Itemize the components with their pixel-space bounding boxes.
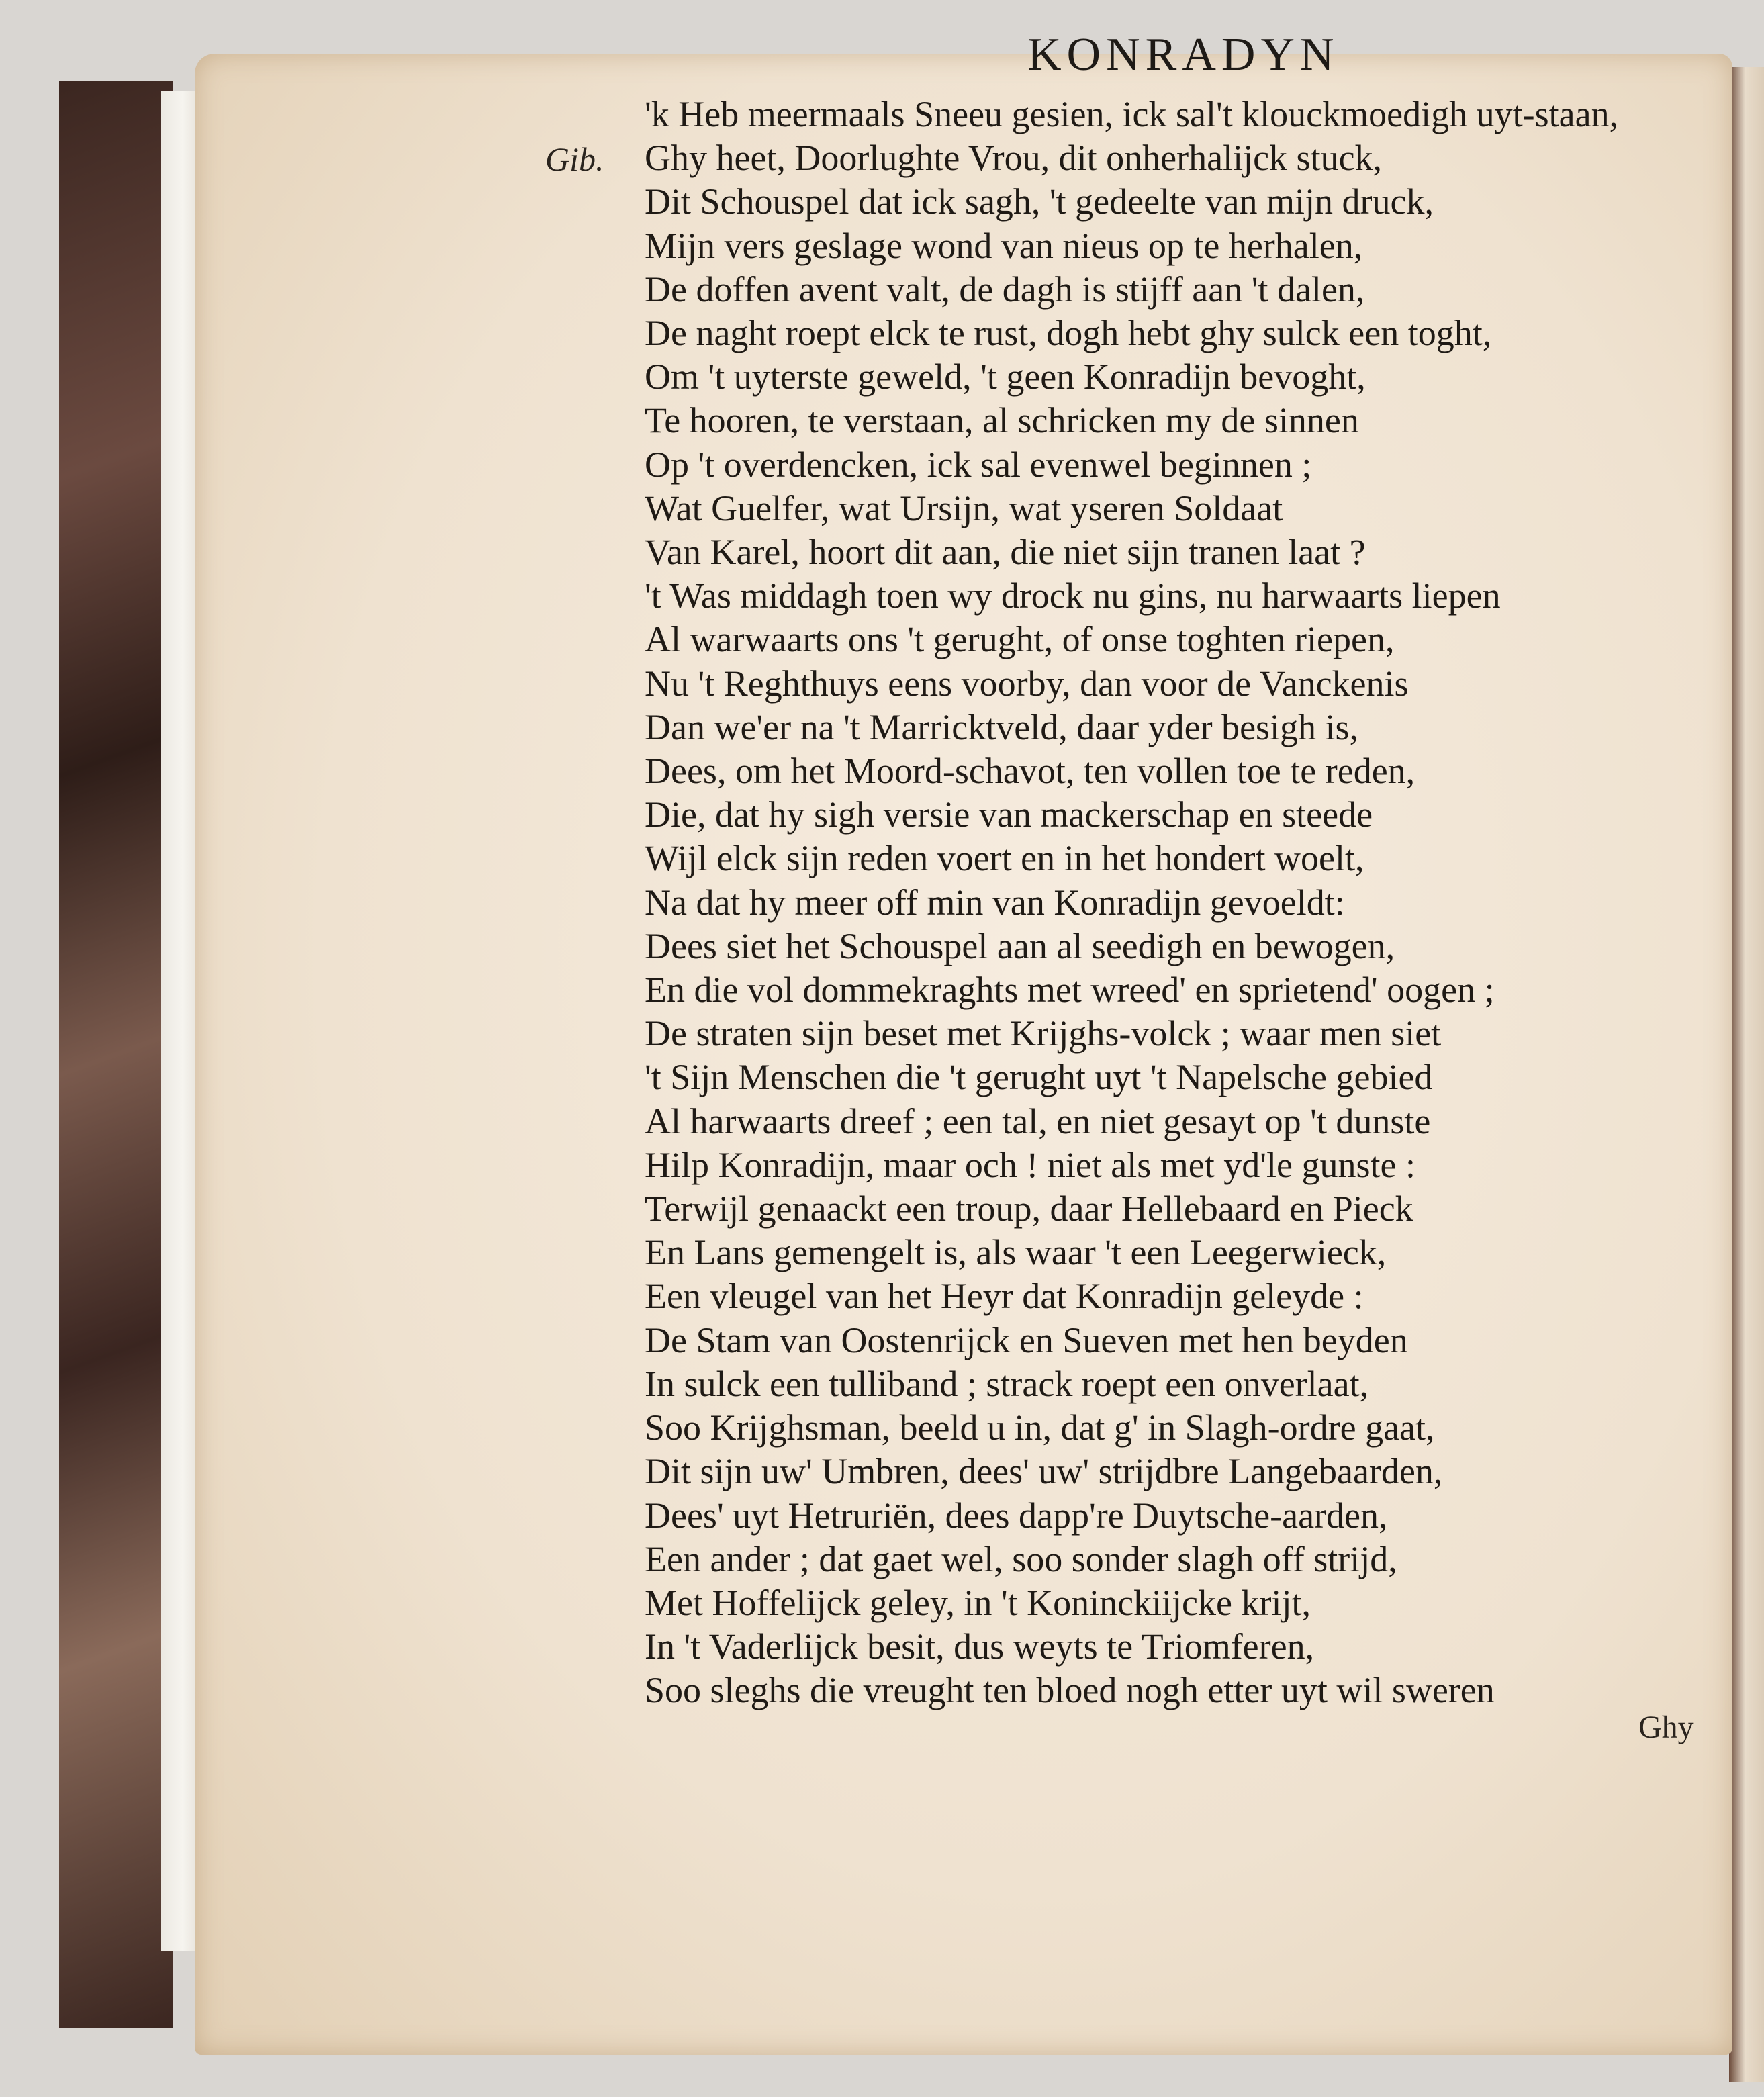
verse-line: 't Sijn Menschen die 't gerught uyt 't Napelsche gebied xyxy=(645,1057,1433,1098)
verse-line: In sulck een tulliband ; strack roept een onverlaat, xyxy=(645,1363,1369,1404)
verse-line: Wat Guelfer, wat Ursijn, wat yseren Soldaat xyxy=(645,487,1283,528)
verse-line: En Lans gemengelt is, als waar 't een Leegerwieck, xyxy=(645,1232,1387,1273)
verse-line: Die, dat hy sigh versie van mackerschap en steede xyxy=(645,794,1373,835)
verse-text xyxy=(645,93,1618,1713)
verse-line: Mijn vers geslage wond van nieus op te herhalen, xyxy=(645,225,1363,266)
verse-line: Met Hoffelijck geley, in 't Koninckiijcke krijt, xyxy=(645,1582,1311,1623)
verse-line: Ghy heet, Doorlughte Vrou, dit onherhalijck stuck, xyxy=(645,138,1383,179)
verse-line: Terwijl genaackt een troup, daar Hellebaard en Pieck xyxy=(645,1189,1413,1229)
verse-line: Na dat hy meer off min van Konradijn gevoeldt: xyxy=(645,882,1345,923)
verse-line: In 't Vaderlijck besit, dus weyts te Triomferen, xyxy=(645,1626,1315,1667)
verse-line: Dees siet het Schouspel aan al seedigh en bewogen, xyxy=(645,925,1395,966)
verse-line: Op 't overdencken, ick sal evenwel beginnen ; xyxy=(645,444,1312,485)
verse-line: Dit Schouspel dat ick sagh, 't gedeelte van mijn druck, xyxy=(645,181,1434,222)
verse-line: De doffen avent valt, de dagh is stijff aan 't dalen, xyxy=(645,269,1365,310)
verse-line: Een vleugel van het Heyr dat Konradijn geleyde : xyxy=(645,1276,1364,1317)
facing-page-edge xyxy=(1729,67,1764,2082)
verse-line: De Stam van Oostenrijck en Sueven met hen beyden xyxy=(645,1319,1408,1360)
verse-line: De naght roept elck te rust, dogh hebt ghy sulck een toght, xyxy=(645,313,1492,354)
verse-line: Te hooren, te verstaan, al schricken my de sinnen xyxy=(645,400,1359,441)
verse-line: Hilp Konradijn, maar och ! niet als met yd'le gunste : xyxy=(645,1144,1415,1185)
verse-line: Soo sleghs die vreught ten bloed nogh etter uyt wil sweren xyxy=(645,1670,1495,1711)
verse-line: Al harwaarts dreef ; een tal, en niet gesayt op 't dunste xyxy=(645,1101,1431,1141)
verse-line: Dan we'er na 't Marricktveld, daar yder besigh is, xyxy=(645,706,1359,747)
catchword: Ghy xyxy=(1638,1710,1694,1745)
marbled-cover xyxy=(59,81,173,2028)
verse-line: Dit sijn uw' Umbren, dees' uw' strijdbre Langebaarden, xyxy=(645,1451,1443,1492)
verse-line: Nu 't Reghthuys eens voorby, dan voor de Vanckenis xyxy=(645,663,1409,704)
verse-line: Dees' uyt Hetruriën, dees dapp're Duytsche-aarden, xyxy=(645,1495,1388,1536)
verse-line: Wijl elck sijn reden voert en in het hondert woelt, xyxy=(645,838,1364,879)
speaker-label: Gib. xyxy=(545,140,604,178)
verse-line: Soo Krijghsman, beeld u in, dat g' in Slagh-ordre gaat, xyxy=(645,1407,1435,1448)
verse-line: Om 't uyterste geweld, 't geen Konradijn bevoght, xyxy=(645,357,1366,398)
verse-line: Al warwaarts ons 't gerught, of onse toghten riepen, xyxy=(645,619,1395,660)
verse-line: Van Karel, hoort dit aan, die niet sijn tranen laat ? xyxy=(645,532,1366,573)
verse-line: Een ander ; dat gaet wel, soo sonder slagh off strijd, xyxy=(645,1538,1397,1579)
verse-line: 'k Heb meermaals Sneeu gesien, ick sal't klouckmoedigh uyt-staan, xyxy=(645,94,1619,134)
running-header: KONRADYN xyxy=(1027,29,1340,81)
verse-line: En die vol dommekraghts met wreed' en sprietend' oogen ; xyxy=(645,970,1495,1011)
verse-line: 't Was middagh toen wy drock nu gins, nu harwaarts liepen xyxy=(645,575,1501,616)
verse-line: Dees, om het Moord-schavot, ten vollen toe te reden, xyxy=(645,751,1415,792)
verse-line: De straten sijn beset met Krijghs-volck ; waar men siet xyxy=(645,1013,1442,1054)
